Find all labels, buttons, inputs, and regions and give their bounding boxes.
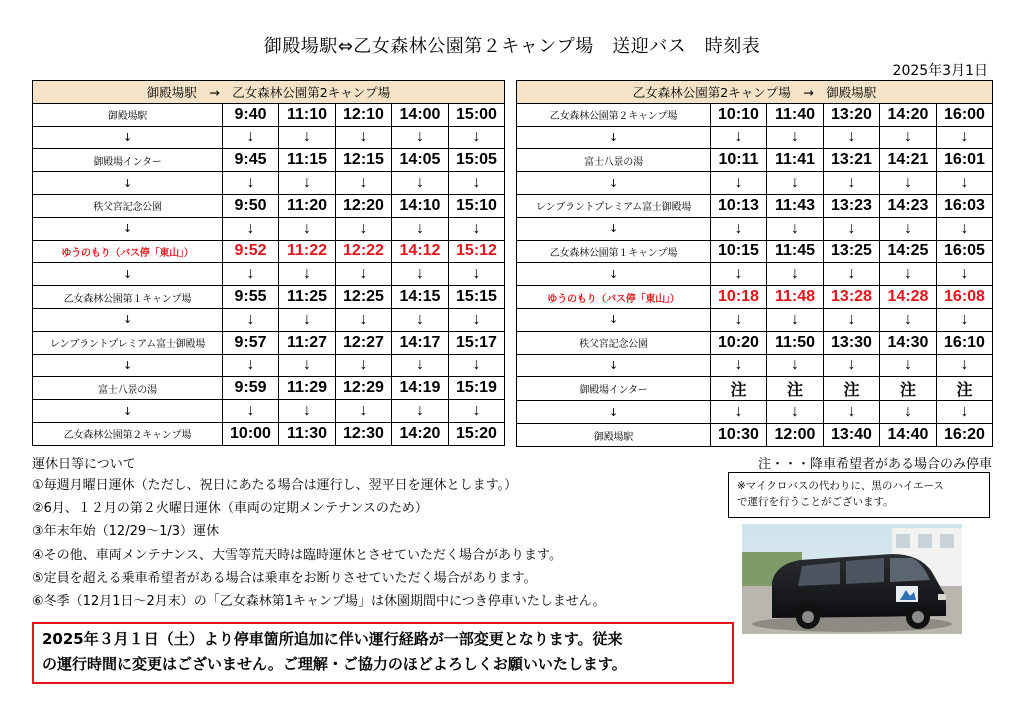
down-arrow-icon: ↓ [279,172,336,195]
down-arrow-icon: ↓ [33,126,223,149]
down-arrow-icon: ↓ [449,400,505,423]
departure-time: 11:43 [767,194,824,217]
departure-time: 16:10 [937,331,993,354]
stop-row [517,240,993,263]
photo-caption-box [728,472,990,518]
stop-row [517,286,993,309]
departure-time: 11:48 [767,286,824,309]
return-header: 乙女森林公園第2キャンプ場 → 御殿場駅 [517,81,993,104]
announcement-line: の運行時間に変更はございません。ご理解・ご協力のほどよろしくお願いいたします。 [42,655,627,673]
departure-time: 11:30 [279,422,336,445]
down-arrow-icon: ↓ [517,172,711,195]
down-arrow-icon: ↓ [392,172,449,195]
departure-time: 11:22 [279,240,336,263]
note-item: ④その他、車両メンテナンス、大雪等荒天時は臨時運休とさせていただく場合があります。 [32,547,562,563]
departure-time: 注 [937,377,993,401]
stop-name: 乙女森林公園第１キャンプ場 [33,286,223,309]
departure-time: 11:29 [279,377,336,400]
departure-time: 9:59 [223,377,279,400]
stop-row [517,377,993,401]
stop-name: 御殿場駅 [33,103,223,126]
down-arrow-icon: ↓ [824,401,880,424]
departure-time: 10:18 [711,286,767,309]
departure-time: 12:22 [336,240,392,263]
down-arrow-icon: ↓ [279,263,336,286]
departure-time: 15:00 [449,103,505,126]
stop-name: ゆうのもり（バス停「東山」） [517,286,711,309]
page-title: 御殿場駅⇔乙女森林公園第２キャンプ場 送迎バス 時刻表 [263,36,761,57]
down-arrow-icon: ↓ [336,263,392,286]
down-arrow-icon: ↓ [767,354,824,377]
departure-time: 16:00 [937,103,993,126]
down-arrow-icon: ↓ [824,126,880,149]
arrow-row [33,308,505,331]
departure-time: 15:12 [449,240,505,263]
arrow-row [517,354,993,377]
departure-time: 11:20 [279,194,336,217]
arrow-row [33,263,505,286]
departure-time: 12:10 [336,103,392,126]
departure-time: 14:10 [392,194,449,217]
departure-time: 12:20 [336,194,392,217]
stop-name: レンブラントプレミアム富士御殿場 [33,331,223,354]
departure-time: 13:23 [824,194,880,217]
arrow-row [33,354,505,377]
down-arrow-icon: ↓ [517,308,711,331]
announcement-line: 2025年３月１日（土）より停車箇所追加に伴い運行経路が一部変更となります。従来 [42,630,623,648]
stop-name: 乙女森林公園第１キャンプ場 [517,240,711,263]
down-arrow-icon: ↓ [767,263,824,286]
stop-footnote: 注・・・降車希望者がある場合のみ停車 [757,457,992,472]
departure-time: 11:25 [279,286,336,309]
stop-name: 乙女森林公園第２キャンプ場 [33,422,223,445]
down-arrow-icon: ↓ [767,308,824,331]
departure-time: 11:10 [279,103,336,126]
note-item: ②6月、１２月の第２火曜日運休（車両の定期メンテナンスのため） [32,501,428,517]
arrow-row [517,401,993,424]
departure-time: 14:20 [880,103,937,126]
down-arrow-icon: ↓ [336,308,392,331]
down-arrow-icon: ↓ [880,308,937,331]
departure-time: 15:10 [449,194,505,217]
down-arrow-icon: ↓ [517,354,711,377]
arrow-row [517,126,993,149]
down-arrow-icon: ↓ [711,172,767,195]
departure-time: 注 [880,377,937,401]
arrow-row [33,126,505,149]
departure-time: 15:20 [449,422,505,445]
down-arrow-icon: ↓ [449,354,505,377]
departure-time: 9:52 [223,240,279,263]
down-arrow-icon: ↓ [336,126,392,149]
departure-time: 注 [711,377,767,401]
departure-time: 13:25 [824,240,880,263]
down-arrow-icon: ↓ [279,217,336,240]
departure-time: 11:40 [767,103,824,126]
down-arrow-icon: ↓ [279,354,336,377]
departure-time: 15:15 [449,286,505,309]
stop-row [33,377,505,400]
stop-row [517,149,993,172]
departure-time: 注 [767,377,824,401]
notes-heading: 運休日等について [32,457,136,472]
departure-time: 16:03 [937,194,993,217]
departure-time: 16:08 [937,286,993,309]
down-arrow-icon: ↓ [880,354,937,377]
down-arrow-icon: ↓ [824,172,880,195]
departure-time: 16:05 [937,240,993,263]
arrow-row [517,217,993,240]
stop-name: ゆうのもり（バス停「東山」） [33,240,223,263]
stop-name: 御殿場インター [33,149,223,172]
stop-name: 御殿場インター [517,377,711,401]
down-arrow-icon: ↓ [449,172,505,195]
van-photo [742,524,962,634]
down-arrow-icon: ↓ [711,126,767,149]
departure-time: 11:41 [767,149,824,172]
departure-time: 11:27 [279,331,336,354]
arrow-row [33,172,505,195]
departure-time: 13:20 [824,103,880,126]
stop-row [517,331,993,354]
van-illustration [742,524,962,634]
down-arrow-icon: ↓ [392,308,449,331]
departure-time: 12:25 [336,286,392,309]
down-arrow-icon: ↓ [880,401,937,424]
down-arrow-icon: ↓ [937,217,993,240]
down-arrow-icon: ↓ [449,217,505,240]
down-arrow-icon: ↓ [711,354,767,377]
departure-time: 14:23 [880,194,937,217]
stop-row [517,103,993,126]
departure-time: 14:30 [880,331,937,354]
stop-row [33,194,505,217]
departure-time: 14:00 [392,103,449,126]
arrow-row [33,217,505,240]
down-arrow-icon: ↓ [223,308,279,331]
departure-time: 13:28 [824,286,880,309]
departure-time: 9:55 [223,286,279,309]
down-arrow-icon: ↓ [824,263,880,286]
down-arrow-icon: ↓ [880,172,937,195]
departure-time: 12:00 [767,424,824,447]
down-arrow-icon: ↓ [336,400,392,423]
departure-time: 12:30 [336,422,392,445]
departure-time: 13:40 [824,424,880,447]
down-arrow-icon: ↓ [392,400,449,423]
down-arrow-icon: ↓ [449,308,505,331]
arrow-row [33,400,505,423]
departure-time: 16:01 [937,149,993,172]
down-arrow-icon: ↓ [392,217,449,240]
down-arrow-icon: ↓ [33,400,223,423]
departure-time: 10:00 [223,422,279,445]
departure-time: 10:30 [711,424,767,447]
down-arrow-icon: ↓ [223,400,279,423]
note-item: ③年末年始（12/29～1/3）運休 [32,524,220,540]
down-arrow-icon: ↓ [336,354,392,377]
down-arrow-icon: ↓ [767,172,824,195]
departure-time: 12:15 [336,149,392,172]
down-arrow-icon: ↓ [33,217,223,240]
departure-time: 11:15 [279,149,336,172]
departure-time: 14:12 [392,240,449,263]
arrow-row [517,172,993,195]
down-arrow-icon: ↓ [767,401,824,424]
departure-time: 12:27 [336,331,392,354]
departure-time: 10:15 [711,240,767,263]
down-arrow-icon: ↓ [279,308,336,331]
departure-time: 注 [824,377,880,401]
down-arrow-icon: ↓ [223,354,279,377]
departure-time: 10:11 [711,149,767,172]
down-arrow-icon: ↓ [517,217,711,240]
down-arrow-icon: ↓ [223,172,279,195]
departure-time: 15:19 [449,377,505,400]
stop-row [517,424,993,447]
departure-time: 15:05 [449,149,505,172]
announcement-box [32,622,734,684]
down-arrow-icon: ↓ [517,263,711,286]
down-arrow-icon: ↓ [937,263,993,286]
down-arrow-icon: ↓ [711,308,767,331]
down-arrow-icon: ↓ [711,401,767,424]
outbound-header: 御殿場駅 → 乙女森林公園第2キャンプ場 [33,81,505,104]
stop-row [33,103,505,126]
arrow-row [517,308,993,331]
departure-time: 13:30 [824,331,880,354]
departure-time: 9:57 [223,331,279,354]
down-arrow-icon: ↓ [937,308,993,331]
down-arrow-icon: ↓ [711,263,767,286]
departure-time: 14:40 [880,424,937,447]
issue-date: 2025年3月1日 [892,63,988,79]
down-arrow-icon: ↓ [711,217,767,240]
down-arrow-icon: ↓ [33,308,223,331]
outbound-timetable [32,80,505,446]
down-arrow-icon: ↓ [880,126,937,149]
departure-time: 16:20 [937,424,993,447]
down-arrow-icon: ↓ [223,217,279,240]
down-arrow-icon: ↓ [449,263,505,286]
down-arrow-icon: ↓ [937,172,993,195]
departure-time: 14:05 [392,149,449,172]
note-item: ⑤定員を超える乗車希望者がある場合は乗車をお断りさせていただく場合があります。 [32,570,537,586]
down-arrow-icon: ↓ [392,354,449,377]
return-timetable [516,80,993,447]
down-arrow-icon: ↓ [937,354,993,377]
down-arrow-icon: ↓ [33,354,223,377]
down-arrow-icon: ↓ [880,263,937,286]
stop-name: 乙女森林公園第２キャンプ場 [517,103,711,126]
stop-row [33,331,505,354]
down-arrow-icon: ↓ [449,126,505,149]
down-arrow-icon: ↓ [279,126,336,149]
departure-time: 13:21 [824,149,880,172]
departure-time: 14:25 [880,240,937,263]
down-arrow-icon: ↓ [880,217,937,240]
departure-time: 9:45 [223,149,279,172]
departure-time: 10:10 [711,103,767,126]
stop-name: 秩父宮記念公園 [517,331,711,354]
down-arrow-icon: ↓ [392,126,449,149]
down-arrow-icon: ↓ [824,308,880,331]
down-arrow-icon: ↓ [33,172,223,195]
departure-time: 14:15 [392,286,449,309]
note-item: ①毎週月曜日運休（ただし、祝日にあたる場合は運行し、翌平日を運休とします。） [32,478,518,493]
stop-row [33,422,505,445]
stop-row [33,240,505,263]
departure-time: 10:13 [711,194,767,217]
departure-time: 14:19 [392,377,449,400]
down-arrow-icon: ↓ [33,263,223,286]
down-arrow-icon: ↓ [517,401,711,424]
down-arrow-icon: ↓ [336,217,392,240]
down-arrow-icon: ↓ [392,263,449,286]
photo-caption-line: で運行を行うことがございます。 [737,496,894,508]
departure-time: 14:20 [392,422,449,445]
stop-name: 富士八景の湯 [33,377,223,400]
down-arrow-icon: ↓ [223,126,279,149]
down-arrow-icon: ↓ [336,172,392,195]
departure-time: 14:21 [880,149,937,172]
departure-time: 12:29 [336,377,392,400]
departure-time: 9:40 [223,103,279,126]
photo-caption-line: ※マイクロバスの代わりに、黒のハイエース [737,480,944,492]
down-arrow-icon: ↓ [937,401,993,424]
stop-name: 秩父宮記念公園 [33,194,223,217]
down-arrow-icon: ↓ [937,126,993,149]
departure-time: 11:45 [767,240,824,263]
departure-time: 9:50 [223,194,279,217]
down-arrow-icon: ↓ [223,263,279,286]
departure-time: 14:17 [392,331,449,354]
stop-name: 富士八景の湯 [517,149,711,172]
note-item: ⑥冬季（12月1日～2月末）の「乙女森林第1キャンプ場」は休園期間中につき停車いたしません。 [32,593,606,609]
down-arrow-icon: ↓ [767,217,824,240]
stop-row [33,149,505,172]
down-arrow-icon: ↓ [517,126,711,149]
stop-row [517,194,993,217]
down-arrow-icon: ↓ [824,217,880,240]
down-arrow-icon: ↓ [767,126,824,149]
departure-time: 10:20 [711,331,767,354]
departure-time: 11:50 [767,331,824,354]
arrow-row [517,263,993,286]
stop-row [33,286,505,309]
down-arrow-icon: ↓ [279,400,336,423]
stop-name: レンブラントプレミアム富士御殿場 [517,194,711,217]
notes-list [32,476,606,615]
departure-time: 14:28 [880,286,937,309]
down-arrow-icon: ↓ [824,354,880,377]
departure-time: 15:17 [449,331,505,354]
stop-name: 御殿場駅 [517,424,711,447]
